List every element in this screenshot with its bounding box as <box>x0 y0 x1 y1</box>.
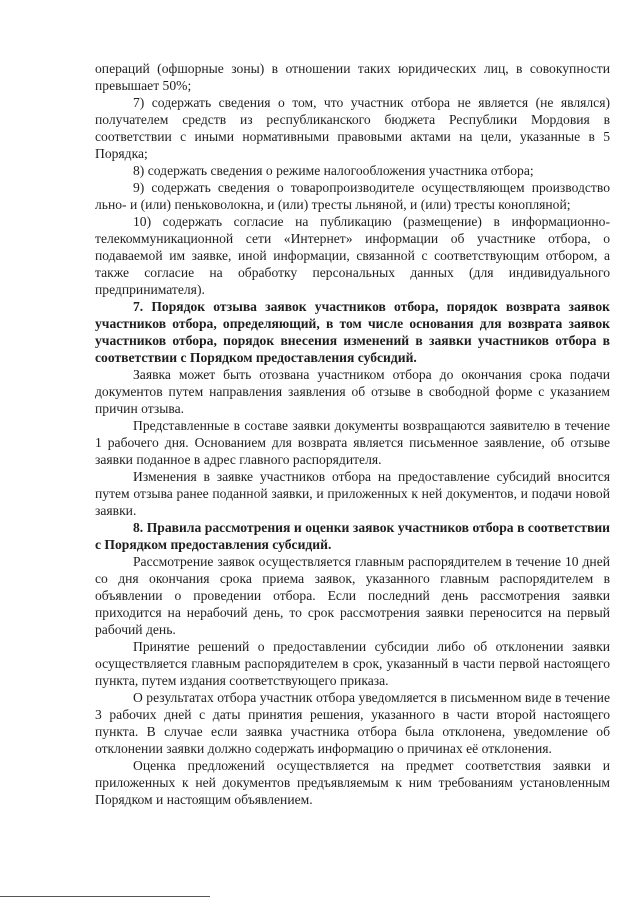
paragraph-item-9: 9) содержать сведения о товаропроизводителе осуществляющем производство льно- и (или) пеньковолокна, и (или) тресты льняной, и (или) тресты конопляной; <box>95 180 610 212</box>
paragraph-offshore-continuation: операций (офшорные зоны) в отношении таких юридических лиц, в совокупности превышает 50%; <box>95 61 610 93</box>
paragraph-notification: О результатах отбора участник отбора уведомляется в письменном виде в течение 3 рабочих дней с даты принятия решения, указанного в части второй настоящего пункта. В случае если заявка участника отбора была отклонена, уведомление об отклонении заявки должно содержать информацию о причинах её отклонения. <box>95 690 610 756</box>
section-7-heading: 7. Порядок отзыва заявок участников отбора, порядок возврата заявок участников отбора, определяющий, в том числе основания для возврата заявок участников отбора, порядок внесения изменений в заявки участников отбора в соответствии с Порядком предоставления субсидий. <box>95 299 610 365</box>
paragraph-item-10: 10) содержать согласие на публикацию (размещение) в информационно-телекоммуникационной сети «Интернет» информации об участнике отбора, о подаваемой им заявке, иной информации, связанной с соответствующим отбором, а также согласие на обработку персональных данных (для индивидуального предпринимателя). <box>95 214 610 297</box>
paragraph-changes: Изменения в заявке участников отбора на предоставление субсидий вносится путем отзыва ранее поданной заявки, и приложенных к ней документов, и подачи новой заявки. <box>95 469 610 518</box>
paragraph-decision: Принятие решений о предоставлении субсидии либо об отклонении заявки осуществляется главным распорядителем в срок, указанный в части первой настоящего пункта, путем издания соответствующего приказа. <box>95 639 610 688</box>
footer-rule <box>0 896 210 897</box>
paragraph-return-documents: Представленные в составе заявки документы возвращаются заявителю в течение 1 рабочего дня. Основанием для возврата является письменное заявление, об отзыве заявки поданное в адрес главного распорядителя. <box>95 418 610 467</box>
paragraph-withdrawal: Заявка может быть отозвана участником отбора до окончания срока подачи документов путем направления заявления об отзыве в свободной форме с указанием причин отзыва. <box>95 367 610 416</box>
paragraph-item-8: 8) содержать сведения о режиме налогообложения участника отбора; <box>133 163 534 178</box>
paragraph-item-7: 7) содержать сведения о том, что участник отбора не является (не являлся) получателем средств из республиканского бюджета Республики Мордовия в соответствии с иными нормативными правовыми актами на цели, указанные в 5 Порядка; <box>95 95 610 161</box>
section-8-heading: 8. Правила рассмотрения и оценки заявок участников отбора в соответствии с Порядком предоставления субсидий. <box>95 520 610 552</box>
paragraph-review: Рассмотрение заявок осуществляется главным распорядителем в течение 10 дней со дня окончания срока приема заявок, указанного главным распорядителем в объявлении о проведении отбора. Если последний день рассмотрения заявки приходится на нерабочий день, то срок рассмотрения заявки переносится на первый рабочий день. <box>95 554 610 637</box>
document-page <box>95 60 610 808</box>
paragraph-evaluation: Оценка предложений осуществляется на предмет соответствия заявки и приложенных к ней документов предъявляемым к ним требованиям установленным Порядком и настоящим объявлением. <box>95 758 610 807</box>
